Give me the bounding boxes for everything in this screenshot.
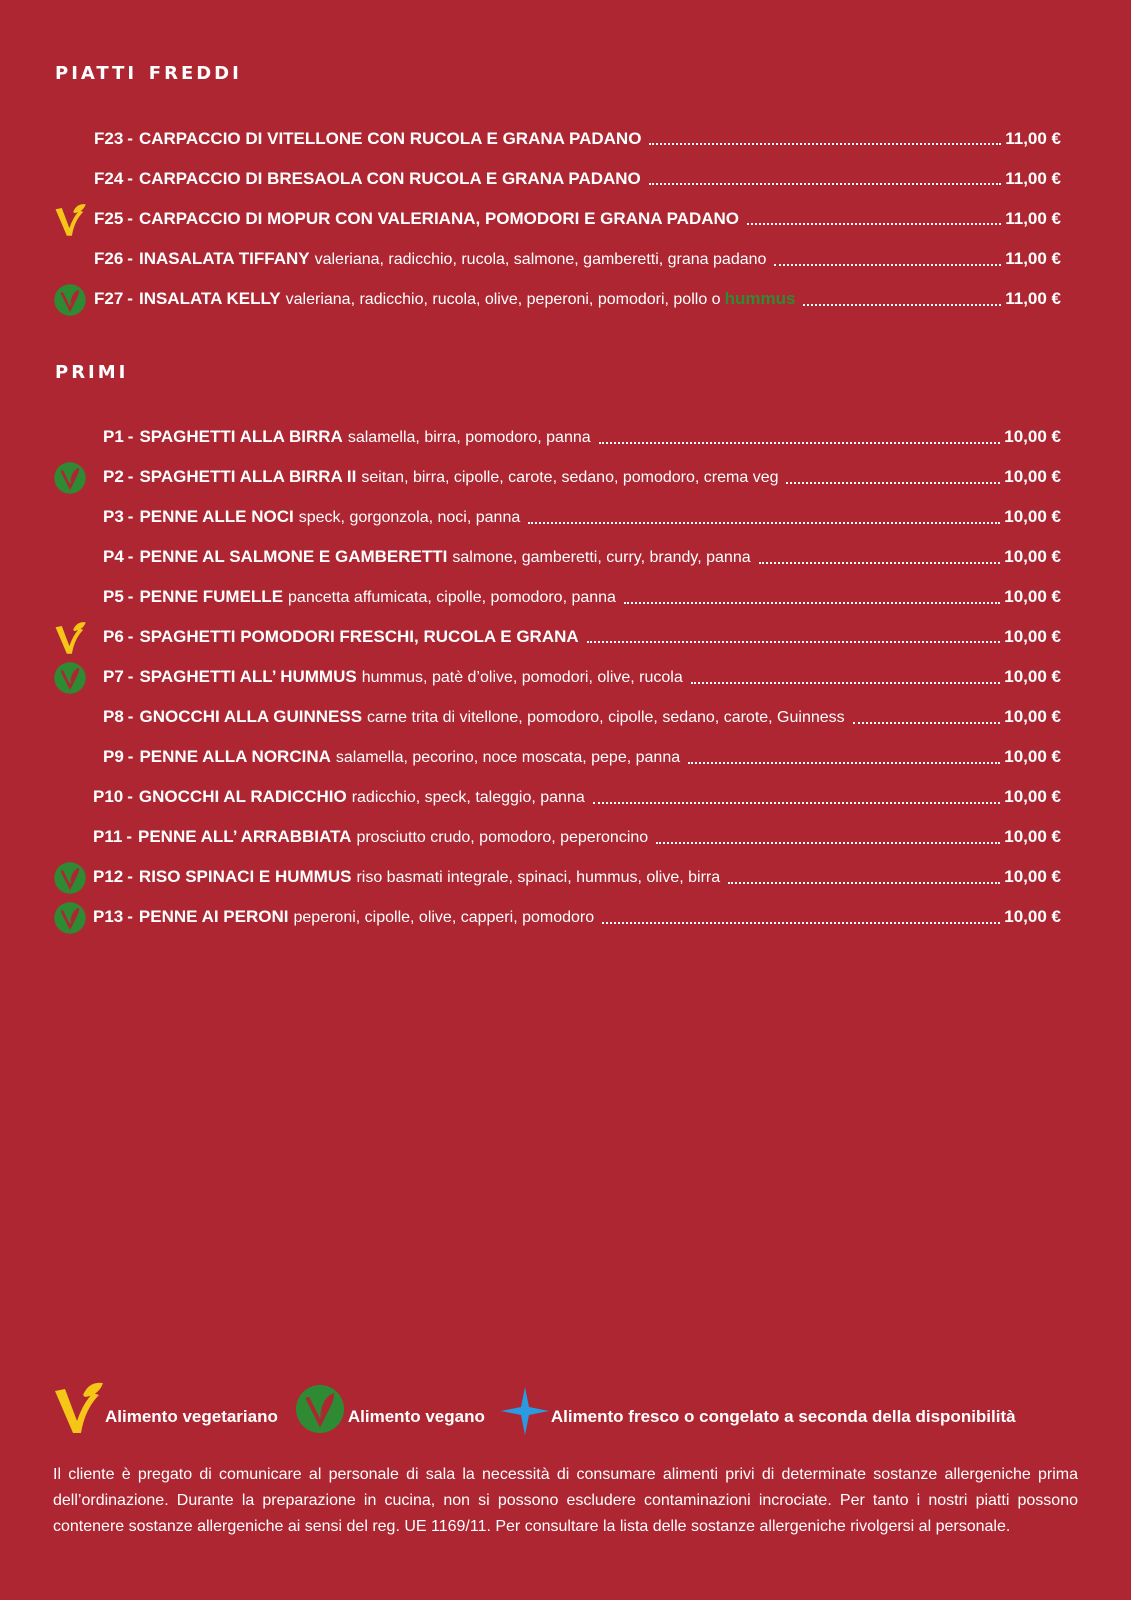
item-name: RISO SPINACI E HUMMUS xyxy=(138,867,352,886)
menu-item-p10 xyxy=(0,778,1131,818)
item-name: INASALATA TIFFANY xyxy=(138,249,310,268)
item-price: 10,00 € xyxy=(1004,827,1061,846)
legend-vegan xyxy=(294,1383,491,1435)
legend-fresh-label: Alimento fresco o congelato a seconda della disponibilità xyxy=(550,1407,1016,1426)
item-price: 11,00 € xyxy=(1005,209,1061,228)
item-description: hummus, patè d’olive, pomodori, olive, rucola xyxy=(361,669,683,686)
item-separator: - xyxy=(127,289,133,308)
leader-dots xyxy=(688,762,1000,764)
item-description: valeriana, radicchio, rucola, salmone, gamberetti, grana padano xyxy=(314,251,767,268)
item-price: 11,00 € xyxy=(1005,129,1061,148)
item-name: SPAGHETTI ALLA BIRRA xyxy=(139,427,343,446)
leader-dots xyxy=(587,641,1001,643)
item-description: salmone, gamberetti, curry, brandy, panna xyxy=(452,549,751,566)
menu-item-p2 xyxy=(0,458,1131,498)
item-separator: - xyxy=(127,249,133,268)
item-price: 10,00 € xyxy=(1004,427,1061,446)
item-description: radicchio, speck, taleggio, panna xyxy=(351,789,585,806)
item-description: salamella, birra, pomodoro, panna xyxy=(347,429,591,446)
item-price: 10,00 € xyxy=(1004,867,1061,886)
item-code: F25 xyxy=(94,209,124,228)
item-code: P5 xyxy=(103,587,124,606)
item-description: seitan, birra, cipolle, carote, sedano, pomodoro, crema veg xyxy=(361,469,779,486)
item-code: P6 xyxy=(103,627,124,646)
leader-dots xyxy=(656,842,1000,844)
item-description: pancetta affumicata, cipolle, pomodoro, panna xyxy=(288,589,616,606)
item-separator: - xyxy=(127,209,133,228)
vegan-icon xyxy=(53,861,87,895)
item-separator: - xyxy=(127,667,134,686)
menu-item-p12 xyxy=(0,858,1131,898)
item-name: INSALATA KELLY xyxy=(138,289,281,308)
item-price: 10,00 € xyxy=(1004,627,1061,646)
item-name: PENNE ALLA NORCINA xyxy=(139,747,331,766)
item-separator: - xyxy=(127,867,133,886)
item-price: 10,00 € xyxy=(1004,747,1061,766)
item-name: GNOCCHI ALLA GUINNESS xyxy=(139,707,363,726)
item-code: P7 xyxy=(103,667,124,686)
item-name: CARPACCIO DI VITELLONE CON RUCOLA E GRANA PADANO xyxy=(138,129,642,148)
item-price: 11,00 € xyxy=(1005,249,1061,268)
menu-list-piatti-freddi xyxy=(0,120,1131,320)
item-code: P11 xyxy=(93,827,123,846)
leader-dots xyxy=(803,304,1001,306)
item-separator: - xyxy=(127,427,134,446)
item-code: P10 xyxy=(93,787,124,806)
item-code: P4 xyxy=(103,547,124,566)
item-name: GNOCCHI AL RADICCHIO xyxy=(138,787,347,806)
leader-dots xyxy=(599,442,1001,444)
vegetarian-icon xyxy=(53,203,87,237)
item-code: F27 xyxy=(94,289,124,308)
menu-item-p8 xyxy=(0,698,1131,738)
legend-vegetarian xyxy=(53,1381,284,1435)
item-separator: - xyxy=(127,787,133,806)
item-name: PENNE AL SALMONE E GAMBERETTI xyxy=(139,547,448,566)
leader-dots xyxy=(747,223,1001,225)
item-price: 11,00 € xyxy=(1005,289,1061,308)
item-separator: - xyxy=(127,707,134,726)
item-description: salamella, pecorino, noce moscata, pepe, panna xyxy=(335,749,681,766)
section-title-piatti-freddi: piatti freddi xyxy=(55,56,242,85)
item-description: speck, gorgonzola, noci, panna xyxy=(298,509,521,526)
menu-item-f26 xyxy=(0,240,1131,280)
item-name: PENNE AI PERONI xyxy=(138,907,289,926)
item-price: 10,00 € xyxy=(1004,467,1061,486)
menu-item-p11 xyxy=(0,818,1131,858)
star-icon xyxy=(501,1387,549,1435)
item-price: 11,00 € xyxy=(1005,169,1061,188)
menu-item-p6 xyxy=(0,618,1131,658)
item-code: P12 xyxy=(93,867,124,886)
leader-dots xyxy=(728,882,1000,884)
vegetarian-icon xyxy=(53,621,87,655)
vegan-icon xyxy=(53,461,87,495)
item-price: 10,00 € xyxy=(1004,787,1061,806)
item-separator: - xyxy=(127,547,134,566)
item-name: CARPACCIO DI BRESAOLA CON RUCOLA E GRANA PADANO xyxy=(138,169,641,188)
item-name: CARPACCIO DI MOPUR CON VALERIANA, POMODORI E GRANA PADANO xyxy=(138,209,740,228)
item-name: SPAGHETTI ALL’ HUMMUS xyxy=(139,667,357,686)
item-price: 10,00 € xyxy=(1004,667,1061,686)
vegan-icon xyxy=(53,661,87,695)
legend-fresh xyxy=(501,1387,1022,1435)
vegan-icon xyxy=(294,1383,346,1435)
item-separator: - xyxy=(127,507,134,526)
menu-item-f25 xyxy=(0,200,1131,240)
item-code: P2 xyxy=(103,467,124,486)
item-code: P13 xyxy=(93,907,124,926)
leader-dots xyxy=(853,722,1001,724)
item-code: P8 xyxy=(103,707,124,726)
item-description: prosciutto crudo, pomodoro, peperoncino xyxy=(356,829,649,846)
item-code: F23 xyxy=(94,129,124,148)
leader-dots xyxy=(602,922,1000,924)
legend xyxy=(53,1375,1032,1435)
item-description: carne trita di vitellone, pomodoro, cipolle, sedano, carote, Guinness xyxy=(367,709,845,726)
item-code: F26 xyxy=(94,249,124,268)
item-separator: - xyxy=(127,129,133,148)
item-separator: - xyxy=(127,747,134,766)
vegetarian-icon xyxy=(53,1381,103,1435)
item-price: 10,00 € xyxy=(1004,907,1061,926)
item-separator: - xyxy=(127,627,134,646)
allergen-disclaimer: Il cliente è pregato di comunicare al personale di sala la necessità di consumare alimenti privi di determinate sostanze allergeniche prima dell’ordinazione. Durante la preparazione in cucina, non si possono escludere contaminazioni incrociate. Per tanto i nostri piatti possono contenere sostanze allergeniche ai sensi del reg. UE 1169/11. Per consultare la lista delle sostanze allergeniche rivolgersi al personale. xyxy=(53,1466,1078,1535)
leader-dots xyxy=(759,562,1001,564)
leader-dots xyxy=(624,602,1000,604)
menu-item-p9 xyxy=(0,738,1131,778)
vegan-icon xyxy=(53,283,87,317)
menu-item-p7 xyxy=(0,658,1131,698)
item-price: 10,00 € xyxy=(1004,507,1061,526)
item-price: 10,00 € xyxy=(1004,707,1061,726)
item-code: F24 xyxy=(94,169,124,188)
item-highlight: hummus xyxy=(724,289,796,308)
menu-item-p13 xyxy=(0,898,1131,938)
item-name: PENNE ALLE NOCI xyxy=(139,507,294,526)
leader-dots xyxy=(593,802,1001,804)
legend-vegan-label: Alimento vegano xyxy=(347,1407,485,1426)
legend-vegetarian-label: Alimento vegetariano xyxy=(105,1407,278,1426)
item-separator: - xyxy=(127,907,133,926)
item-name: PENNE ALL’ ARRABBIATA xyxy=(137,827,352,846)
item-separator: - xyxy=(127,587,134,606)
item-separator: - xyxy=(126,827,132,846)
menu-item-f23 xyxy=(0,120,1131,160)
item-code: P1 xyxy=(103,427,124,446)
menu-item-p4 xyxy=(0,538,1131,578)
leader-dots xyxy=(649,183,1001,185)
leader-dots xyxy=(528,522,1000,524)
item-separator: - xyxy=(127,169,133,188)
leader-dots xyxy=(691,682,1001,684)
item-code: P3 xyxy=(103,507,124,526)
leader-dots xyxy=(774,264,1001,266)
item-name: SPAGHETTI POMODORI FRESCHI, RUCOLA E GRANA xyxy=(139,627,579,646)
item-price: 10,00 € xyxy=(1004,587,1061,606)
section-title-primi: primi xyxy=(55,355,129,384)
item-description: riso basmati integrale, spinaci, hummus, olive, birra xyxy=(356,869,721,886)
item-name: PENNE FUMELLE xyxy=(139,587,284,606)
vegan-icon xyxy=(53,901,87,935)
item-description: valeriana, radicchio, rucola, olive, peperoni, pomodori, pollo o xyxy=(285,291,721,308)
menu-item-p1 xyxy=(0,418,1131,458)
menu-item-f24 xyxy=(0,160,1131,200)
leader-dots xyxy=(786,482,1000,484)
menu-list-primi xyxy=(0,418,1131,938)
item-separator: - xyxy=(127,467,134,486)
item-price: 10,00 € xyxy=(1004,547,1061,566)
item-name: SPAGHETTI ALLA BIRRA II xyxy=(139,467,357,486)
item-code: P9 xyxy=(103,747,124,766)
menu-item-p3 xyxy=(0,498,1131,538)
menu-item-p5 xyxy=(0,578,1131,618)
item-description: peperoni, cipolle, olive, capperi, pomodoro xyxy=(293,909,595,926)
menu-item-f27 xyxy=(0,280,1131,320)
leader-dots xyxy=(649,143,1001,145)
